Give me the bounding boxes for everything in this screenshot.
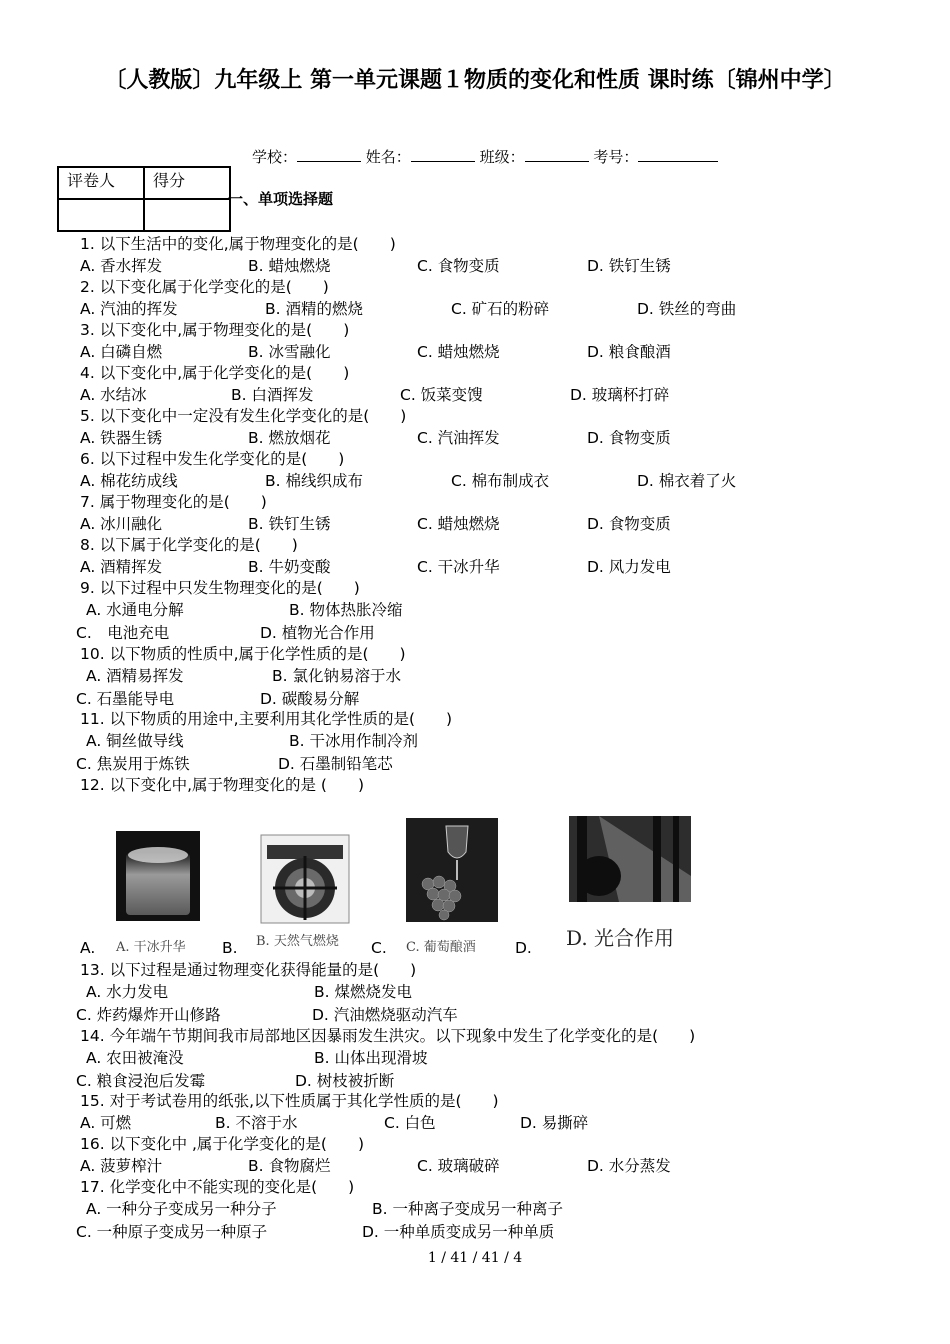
q5-option-d: D. 食物变质 [587,429,671,447]
q4-option-d: D. 玻璃杯打碎 [570,386,670,404]
q10-option-b: B. 氯化钠易溶于水 [272,667,401,685]
question-16: 16. 以下变化中 ,属于化学变化的是( ) [80,1135,365,1153]
q4-option-a: A. 水结冰 [80,386,147,404]
question-12: 12. 以下变化中,属于物理变化的是 ( ) [80,776,365,794]
q14-option-d: D. 树枝被折断 [295,1072,395,1090]
reviewer-cell[interactable] [58,199,144,231]
q7-option-b: B. 铁钉生锈 [248,515,331,533]
q1-option-c: C. 食物变质 [417,257,500,275]
dry-ice-image [112,827,204,925]
page-title: 〔人教版〕九年级上 第一单元课题１物质的变化和性质 课时练〔锦州中学〕 [104,68,846,93]
reviewer-header: 评卷人 [58,167,144,199]
q3-option-b: B. 冰雪融化 [248,343,331,361]
q17-option-c: C. 一种原子变成另一种原子 [76,1223,268,1241]
student-info-line [252,146,718,167]
q8-option-c: C. 干冰升华 [417,558,500,576]
image-caption-c: C. 葡萄酿酒 [406,940,476,955]
q13-option-a: A. 水力发电 [86,983,169,1001]
q17-option-d: D. 一种单质变成另一种单质 [362,1223,555,1241]
q3-option-c: C. 蜡烛燃烧 [417,343,500,361]
q11-option-c: C. 焦炭用于炼铁 [76,755,190,773]
q9-option-b: B. 物体热胀冷缩 [289,601,403,619]
q14-option-a: A. 农田被淹没 [86,1049,184,1067]
number-blank[interactable] [638,147,718,162]
image-caption-d: D. 光合作用 [566,926,675,950]
question-13: 13. 以下过程是通过物理变化获得能量的是( ) [80,961,417,979]
q17-option-b: B. 一种离子变成另一种离子 [372,1200,563,1218]
question-6: 6. 以下过程中发生化学变化的是( ) [80,450,345,468]
school-label: 学校： [252,148,298,166]
q1-option-d: D. 铁钉生锈 [587,257,671,275]
name-label: 姓名： [365,148,411,166]
question-9: 9. 以下过程中只发生物理变化的是( ) [80,579,360,597]
q11-option-d: D. 石墨制铅笔芯 [278,755,393,773]
q9-option-c: C. 电池充电 [76,624,170,642]
q6-option-c: C. 棉布制成衣 [451,472,550,490]
q4-option-c: C. 饭菜变馊 [400,386,483,404]
q11-option-a: A. 铜丝做导线 [86,732,184,750]
q12-option-b: B. [222,939,238,957]
q13-option-c: C. 炸药爆炸开山修路 [76,1006,221,1024]
q17-option-a: A. 一种分子变成另一种分子 [86,1200,277,1218]
q15-option-b: B. 不溶于水 [215,1114,298,1132]
question-3: 3. 以下变化中,属于物理变化的是( ) [80,321,350,339]
image-caption-a: A. 干冰升华 [116,940,186,955]
q10-option-a: A. 酒精易挥发 [86,667,184,685]
q7-option-a: A. 冰川融化 [80,515,163,533]
q7-option-d: D. 食物变质 [587,515,671,533]
q6-option-b: B. 棉线织成布 [265,472,363,490]
q1-option-b: B. 蜡烛燃烧 [248,257,331,275]
q9-option-a: A. 水通电分解 [86,601,184,619]
q16-option-a: A. 菠萝榨汁 [80,1157,163,1175]
q15-option-d: D. 易撕碎 [520,1114,589,1132]
q8-option-d: D. 风力发电 [587,558,671,576]
question-14: 14. 今年端午节期间我市局部地区因暴雨发生洪灾。以下现象中发生了化学变化的是( ) [80,1027,696,1045]
question-1: 1. 以下生活中的变化,属于物理变化的是( ) [80,235,396,253]
q12-option-a: A. [80,939,96,957]
q10-option-d: D. 碳酸易分解 [260,690,360,708]
section-heading: 一、单项选择题 [228,190,334,208]
number-label: 考号： [593,148,639,166]
question-10: 10. 以下物质的性质中,属于化学性质的是( ) [80,645,406,663]
score-header: 得分 [144,167,230,199]
q15-option-a: A. 可燃 [80,1114,132,1132]
forest-photosynthesis-image [569,816,691,902]
q14-option-b: B. 山体出现滑坡 [314,1049,428,1067]
class-label: 班级： [479,148,525,166]
class-blank[interactable] [525,147,589,162]
image-caption-b: B. 天然气燃烧 [256,934,339,949]
page-footer: 1 / 41 / 41 / 4 [427,1250,523,1266]
q13-option-d: D. 汽油燃烧驱动汽车 [312,1006,458,1024]
q2-option-a: A. 汽油的挥发 [80,300,178,318]
q12-option-d: D. [515,939,532,957]
q4-option-b: B. 白酒挥发 [231,386,314,404]
q8-option-b: B. 牛奶变酸 [248,558,331,576]
q1-option-a: A. 香水挥发 [80,257,163,275]
name-blank[interactable] [411,147,475,162]
question-5: 5. 以下变化中一定没有发生化学变化的是( ) [80,407,407,425]
q9-option-d: D. 植物光合作用 [260,624,375,642]
question-11: 11. 以下物质的用途中,主要利用其化学性质的是( ) [80,710,453,728]
q2-option-b: B. 酒精的燃烧 [265,300,363,318]
question-8: 8. 以下属于化学变化的是( ) [80,536,298,554]
q5-option-c: C. 汽油挥发 [417,429,500,447]
question-2: 2. 以下变化属于化学变化的是( ) [80,278,329,296]
wine-grapes-image [406,818,498,922]
q11-option-b: B. 干冰用作制冷剂 [289,732,418,750]
q16-option-d: D. 水分蒸发 [587,1157,671,1175]
q3-option-a: A. 白磷自燃 [80,343,163,361]
q12-option-c: C. [371,939,387,957]
school-blank[interactable] [297,147,361,162]
q2-option-d: D. 铁丝的弯曲 [637,300,737,318]
gas-stove-image [259,833,351,925]
q5-option-b: B. 燃放烟花 [248,429,331,447]
q14-option-c: C. 粮食浸泡后发霉 [76,1072,206,1090]
score-cell[interactable] [144,199,230,231]
q16-option-b: B. 食物腐烂 [248,1157,331,1175]
q8-option-a: A. 酒精挥发 [80,558,163,576]
q7-option-c: C. 蜡烛燃烧 [417,515,500,533]
question-7: 7. 属于物理变化的是( ) [80,493,267,511]
q6-option-a: A. 棉花纺成线 [80,472,178,490]
question-4: 4. 以下变化中,属于化学变化的是( ) [80,364,350,382]
question-15: 15. 对于考试卷用的纸张,以下性质属于其化学性质的是( ) [80,1092,499,1110]
q5-option-a: A. 铁器生锈 [80,429,163,447]
q10-option-c: C. 石墨能导电 [76,690,175,708]
q15-option-c: C. 白色 [384,1114,436,1132]
q2-option-c: C. 矿石的粉碎 [451,300,550,318]
q16-option-c: C. 玻璃破碎 [417,1157,500,1175]
q3-option-d: D. 粮食酿酒 [587,343,671,361]
question-17: 17. 化学变化中不能实现的变化是( ) [80,1178,355,1196]
grade-table [57,166,231,232]
q6-option-d: D. 棉衣着了火 [637,472,737,490]
q13-option-b: B. 煤燃烧发电 [314,983,412,1001]
